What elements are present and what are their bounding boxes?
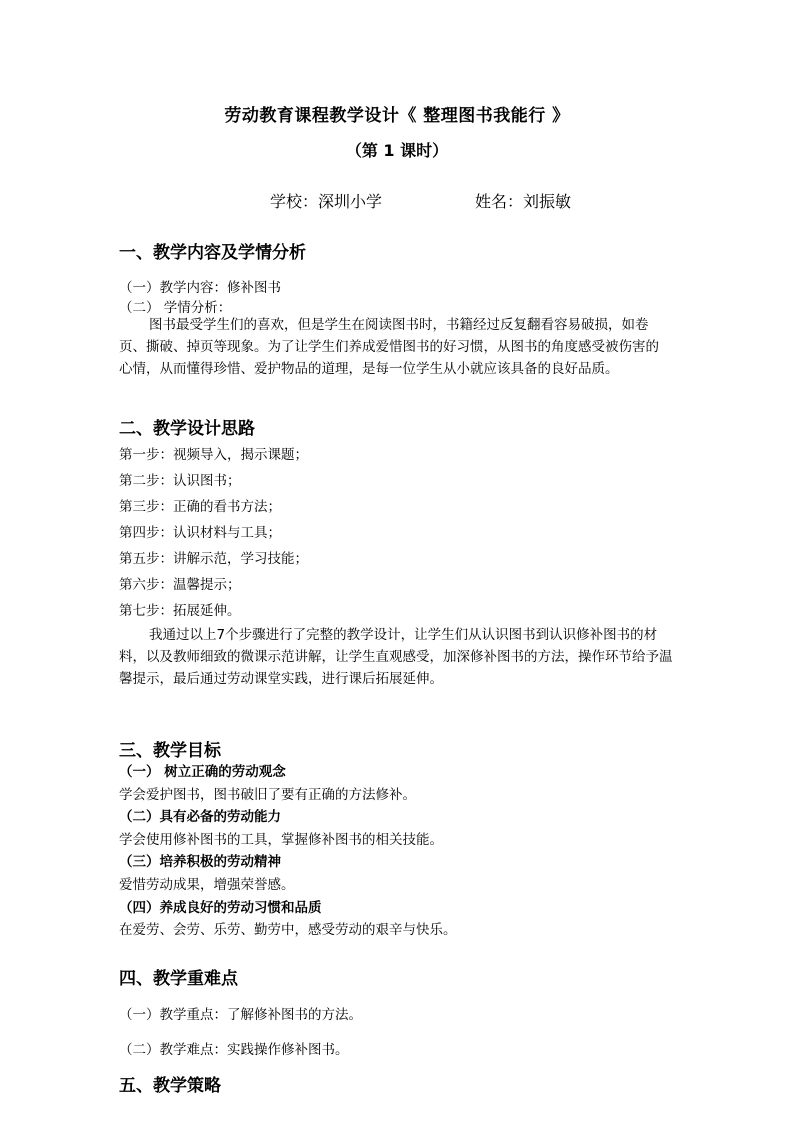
step-item: 第六步：温馨提示；: [119, 577, 241, 593]
objective-text: 学会使用修补图书的工具，掌握修补图书的相关技能。: [119, 832, 443, 848]
step-item: 第一步：视频导入，揭示课题；: [119, 447, 308, 463]
teaching-content: （一）教学内容：修补图书: [119, 280, 281, 296]
step-item: 第三步：正确的看书方法；: [119, 499, 281, 515]
objective-title: （四）养成良好的劳动习惯和品质: [119, 900, 322, 916]
step-item: 第四步：认识材料与工具；: [119, 525, 281, 541]
objective-text: 在爱劳、会劳、乐劳、勤劳中，感受劳动的艰辛与快乐。: [119, 922, 457, 938]
objective-title: （三）培养积极的劳动精神: [119, 854, 281, 870]
objective-text: 爱惜劳动成果，增强荣誉感。: [119, 877, 295, 893]
section-heading-design-approach: 二、教学设计思路: [119, 419, 255, 439]
section-heading-objectives: 三、教学目标: [119, 741, 221, 761]
difficult-point: （二）教学难点：实践操作修补图书。: [119, 1042, 349, 1058]
objective-text: 学会爱护图书，图书破旧了要有正确的方法修补。: [119, 787, 416, 803]
lesson-number: （第 1 课时）: [345, 141, 449, 160]
teacher-name: 姓名：刘振敏: [475, 192, 572, 211]
design-summary: 我通过以上7个步骤进行了完整的教学设计，让学生们从认识图书到认识修补图书的材料，以及教师细致的微课示范讲解，让学生直观感受，加深修补图书的方法，操作环节给予温馨提示，最后通过劳动课堂实践，进行课后拓展延伸。: [119, 627, 673, 687]
document-title: 劳动教育课程教学设计《 整理图书我能行 》: [224, 106, 570, 126]
objective-title: （一） 树立正确的劳动观念: [119, 764, 286, 780]
step-item: 第七步：拓展延伸。: [119, 603, 241, 619]
analysis-paragraph: 图书最受学生们的喜欢，但是学生在阅读图书时，书籍经过反复翻看容易破损，如卷页、撕破、掉页等现象。为了让学生们养成爱惜图书的好习惯，从图书的角度感受被伤害的心情，从而懂得珍惜、爱护物品的道理，是每一位学生从小就应该具备的良好品质。: [119, 317, 659, 377]
section-heading-content-analysis: 一、教学内容及学情分析: [119, 243, 306, 263]
step-item: 第二步：认识图书；: [119, 473, 241, 489]
objective-title: （二）具有必备的劳动能力: [119, 809, 281, 825]
step-item: 第五步：讲解示范，学习技能；: [119, 551, 308, 567]
section-heading-strategy: 五、教学策略: [119, 1076, 221, 1096]
analysis-label: （二） 学情分析：: [119, 300, 232, 316]
school-info: 学校：深圳小学: [270, 192, 383, 211]
key-point: （一）教学重点：了解修补图书的方法。: [119, 1007, 362, 1023]
section-heading-key-points: 四、教学重难点: [119, 969, 238, 989]
